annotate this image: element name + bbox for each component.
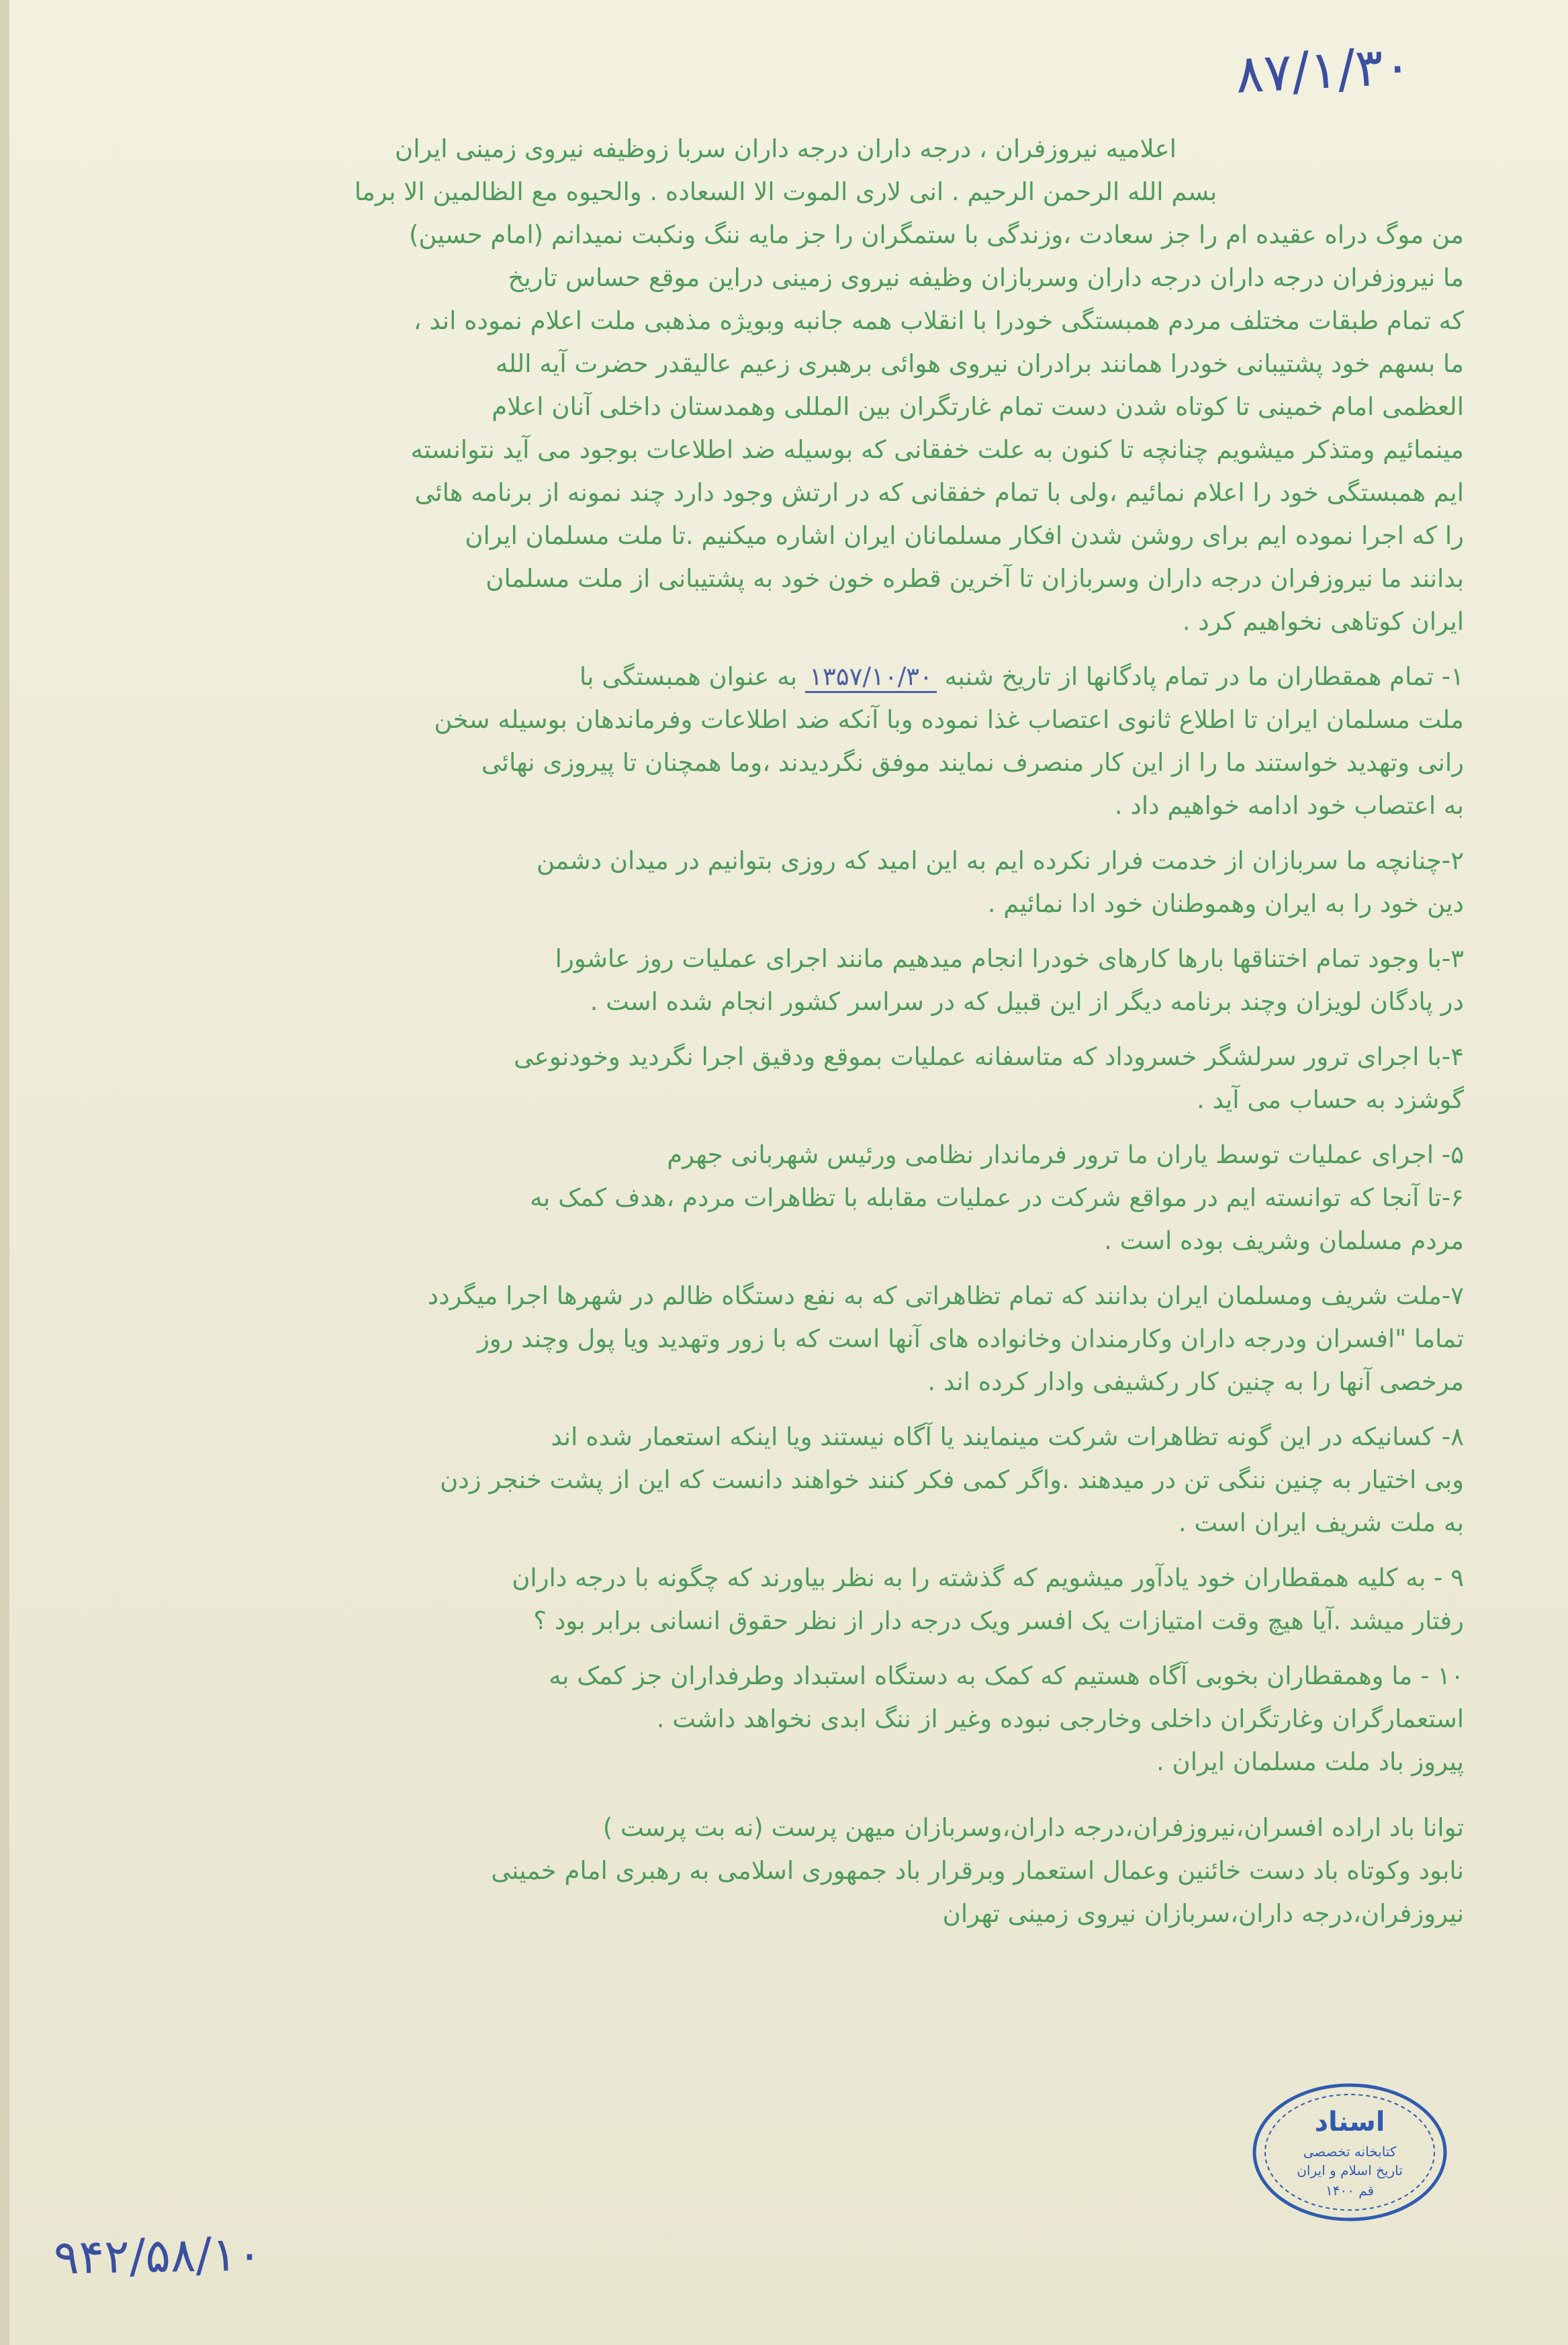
document-body <box>107 128 1464 1935</box>
closing-line: نابود وکوتاه باد دست خائنین وعمال استعمار وبرقرار باد جمهوری اسلامی به رهبری امام خمینی <box>491 1856 1464 1885</box>
item-1-text-before-date: ۱- تمام همقطاران ما در تمام پادگانها از تاریخ شنبه <box>944 662 1464 691</box>
item-line: تماما "افسران ودرجه داران وکارمندان وخانواده های آنها است که با زور وتهدید ویا پول وچند روز <box>477 1324 1464 1353</box>
signature-line: نیروزفران،درجه داران،سربازان نیروی زمینی تهران <box>942 1899 1464 1928</box>
intro-line: ما بسهم خود پشتیبانی خودرا همانند برادران نیروی هوائی برهبری زعیم عالیقدر حضرت آیه الله <box>495 349 1464 378</box>
archive-stamp <box>1249 2078 1450 2226</box>
handwritten-reference-top: ۸۷/۱/۳۰ <box>1234 36 1414 105</box>
intro-line: که تمام طبقات مختلف مردم همبستگی خودرا با انقلاب همه جانبه وبویژه مذهبی ملت اعلام نموده اند ، <box>413 306 1464 335</box>
item-line: ملت مسلمان ایران تا اطلاع ثانوی اعتصاب غذا نموده وبا آنکه ضد اطلاعات وفرماندهان بوسیله سخن <box>434 705 1464 734</box>
item-line: گوشزد به حساب می آید . <box>1197 1085 1464 1114</box>
item-line: مرخصی آنها را به چنین کار رکشیفی وادار کرده اند . <box>927 1367 1464 1396</box>
intro-line: ما نیروزفران درجه داران درجه داران وسربازان وظیفه نیروی زمینی دراین موقع حساس تاریخ <box>508 263 1464 292</box>
stamp-line-3: قم ۱۴۰۰ <box>1325 2182 1375 2199</box>
intro-line: العظمی امام خمینی تا کوتاه شدن دست تمام غارتگران بین المللی وهمدستان داخلی آنان اعلام <box>492 392 1464 421</box>
item-line: ۹ - به کلیه همقطاران خود یادآور میشویم که گذشته را به نظر بیاورند که چگونه با درجه داران <box>512 1563 1464 1592</box>
intro-line: ایم همبستگی خود را اعلام نمائیم ،ولی با تمام خفقانی که در ارتش وجود دارد چند نمونه از برنامه هائی <box>414 478 1464 507</box>
item-line: رفتار میشد .آیا هیچ وقت امتیازات یک افسر ویک درجه دار از نظر حقوق انسانی برابر بود ؟ <box>533 1606 1464 1635</box>
item-line: ۱۰ - ما وهمقطاران بخوبی آگاه هستیم که کمک به دستگاه استبداد وطرفداران جز کمک به <box>549 1661 1464 1690</box>
stamp-seal-icon <box>1249 2078 1450 2226</box>
item-line: ۷-ملت شریف ومسلمان ایران بدانند که تمام تظاهراتی که به نفع دستگاه ظالم در شهرها اجرا میگردد <box>427 1281 1464 1310</box>
stamp-title: اسناد <box>1314 2107 1385 2137</box>
item-line: پیروز باد ملت مسلمان ایران . <box>1156 1747 1464 1776</box>
intro-line: بدانند ما نیروزفران درجه داران وسربازان تا آخرین قطره خون خود به پشتیبانی از ملت مسلمان <box>486 564 1464 593</box>
closing-line: توانا باد اراده افسران،نیروزفران،درجه داران،وسربازان میهن پرست (نه بت پرست ) <box>602 1813 1464 1842</box>
handwritten-reference-bottom: ۹۴۲/۵۸/۱۰ <box>53 2226 263 2285</box>
item-line: ۵- اجرای عملیات توسط یاران ما ترور فرماندار نظامی ورئیس شهربانی جهرم <box>667 1140 1464 1169</box>
item-line: در پادگان لویزان وچند برنامه دیگر از این قبیل که در سراسر کشور انجام شده است . <box>590 987 1464 1016</box>
intro-line: ایران کوتاهی نخواهیم کرد . <box>1182 607 1464 636</box>
item-line: ۸- کسانیکه در این گونه تظاهرات شرکت مینمایند یا آگاه نیستند ویا اینکه استعمار شده اند <box>551 1422 1464 1451</box>
basmala-line: بسم الله الرحمن الرحیم . انی لاری الموت الا السعاده . والحیوه مع الظالمین الا برما <box>354 177 1217 206</box>
item-line: ۳-با وجود تمام اختناقها بارها کارهای خودرا انجام میدهیم مانند اجرای عملیات روز عاشورا <box>555 944 1464 973</box>
item-line: به اعتصاب خود ادامه خواهیم داد . <box>1114 791 1464 820</box>
item-line: رانی وتهدید خواستند ما را از این کار منصرف نمایند موفق نگردیدند ،وما همچنان تا پیروزی نهائی <box>481 748 1464 777</box>
item-line: ۶-تا آنجا که توانسته ایم در مواقع شرکت در عملیات مقابله با تظاهرات مردم ،هدف کمک به <box>530 1183 1464 1212</box>
stamp-line-2: تاریخ اسلام و ایران <box>1297 2162 1403 2178</box>
item-line: دین خود را به ایران وهموطنان خود ادا نمائیم . <box>987 889 1464 918</box>
intro-line: مینمائیم ومتذکر میشویم چنانچه تا کنون به علت خفقانی که بوسیله ضد اطلاعات بوجود می آید نتوانسته <box>410 435 1464 464</box>
item-line: استعمارگران وغارتگران داخلی وخارجی نبوده وغیر از ننگ ابدی نخواهد داشت . <box>656 1704 1464 1733</box>
item-line: ۲-چنانچه ما سربازان از خدمت فرار نکرده ایم به این امید که روزی بتوانیم در میدان دشمن <box>537 846 1464 875</box>
item-1-text-after-date: به عنوان همبستگی با <box>579 662 798 691</box>
stamp-line-1: کتابخانه تخصصی <box>1303 2144 1397 2160</box>
item-line: وبی اختیار به چنین ننگی تن در میدهند .واگر کمی فکر کنند خواهند دانست که این از پشت خنجر زدن <box>440 1465 1464 1494</box>
item-line: ۴-با اجرای ترور سرلشگر خسروداد که متاسفانه عملیات بموقع ودقیق اجرا نگردید وخودنوعی <box>513 1042 1464 1071</box>
closing-block <box>107 1806 1464 1935</box>
item-line: مردم مسلمان وشریف بوده است . <box>1104 1226 1464 1255</box>
item-line: به ملت شریف ایران است . <box>1178 1508 1464 1537</box>
intro-line: را که اجرا نموده ایم برای روشن شدن افکار مسلمانان ایران اشاره میکنیم .تا ملت مسلمان ایران <box>465 521 1464 550</box>
item-1-first-line <box>107 655 1464 698</box>
intro-line: من موگ دراه عقیده ام را جز سعادت ،وزندگی با ستمگران را جز مایه ننگ ونکبت نمیدانم (امام حسین) <box>408 220 1464 249</box>
header-line: اعلامیه نیروزفران ، درجه داران درجه داران سربا زوظیفه نیروی زمینی ایران <box>395 134 1177 163</box>
underlined-date: ۱۳۵۷/۱۰/۳۰ <box>805 662 937 693</box>
